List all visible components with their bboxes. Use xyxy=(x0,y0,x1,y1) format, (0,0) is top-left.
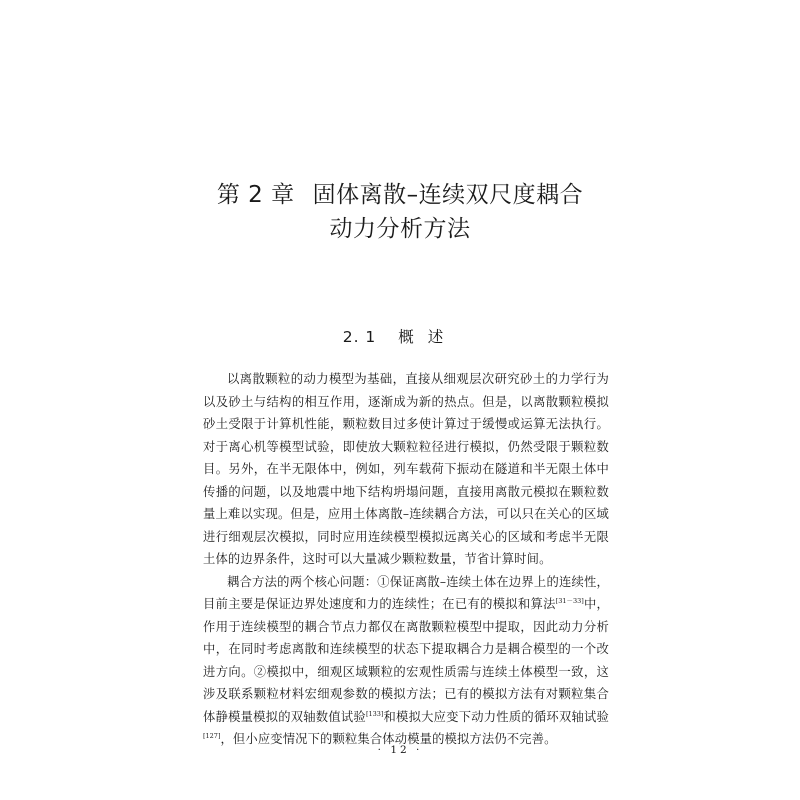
citation-ref-2: [133] xyxy=(365,709,384,718)
paragraph-1: 以离散颗粒的动力模型为基础，直接从细观层次研究砂土的力学行为以及砂土与结构的相互作用，逐渐成为新的热点。但是，以离散颗粒模拟砂土受限于计算机性能，颗粒数目过多使计算过于缓慢或运算无法执行。对于离心机等模型试验，即使放大颗粒粒径进行模拟，仍然受限于颗粒数目。另外，在半无限体中，例如，列车载荷下振动在隧道和半无限土体中传播的问题，以及地震中地下结构坍塌问题，直接用离散元模拟在颗粒数量上难以实现。但是，应用土体离散–连续耦合方法，可以只在关心的区域进行细观层次模拟，同时应用连续模型模拟远离关心的区域和考虑半无限土体的边界条件，这时可以大量减少颗粒数量，节省计算时间。 xyxy=(203,372,609,566)
paragraph-2-part-4: ，但小应变情况下的颗粒集合体动模量的模拟方法仍不完善。 xyxy=(220,732,557,746)
body-text xyxy=(203,368,609,751)
page-number: · 12 · xyxy=(377,744,423,756)
section-name: 概述 xyxy=(398,328,458,346)
citation-ref-1: [31－33] xyxy=(555,596,584,605)
paragraph-2 xyxy=(203,571,609,751)
paragraph-2-part-3: 和模拟大应变下动力性质的循环双轴试验 xyxy=(383,709,610,724)
chapter-title-text-1: 固体离散–连续双尺度耦合 xyxy=(312,182,584,208)
section-number: 2. 1 xyxy=(342,328,377,346)
paragraph-2-part-1: 耦合方法的两个核心问题：①保证离散–连续土体在边界上的连续性，目前主要是保证边界处速度和力的连续性；在已有的模拟和算法 xyxy=(203,574,609,611)
chapter-title-line-2: 动力分析方法 xyxy=(329,216,471,242)
paragraph-2-part-2: 中，作用于连续模型的耦合节点力都仅在离散颗粒模型中提取，因此动力分析中，在同时考虑离散和连续模型的状态下提取耦合力是耦合模型的一个改进方向。②模拟中，细观区域颗粒的宏观性质需与连续土体模型一致，这涉及联系颗粒材料宏细观参数的模拟方法；已有的模拟方法有对颗粒集合体静模量模拟的双轴数值试验 xyxy=(203,597,609,724)
chapter-number: 第 2 章 xyxy=(216,182,295,208)
section-heading xyxy=(0,326,800,348)
chapter-heading xyxy=(0,178,800,246)
chapter-title-line-1 xyxy=(0,178,800,212)
citation-ref-3: [127] xyxy=(203,731,221,740)
